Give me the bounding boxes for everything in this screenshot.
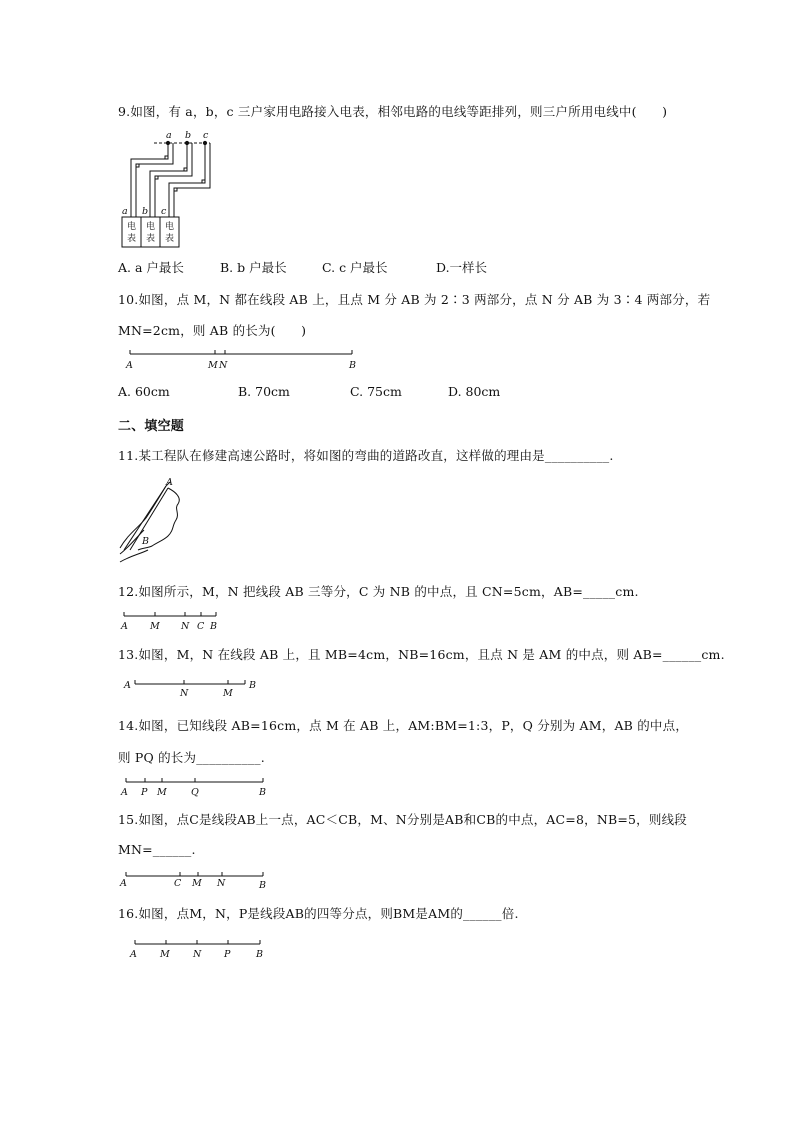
q9-meter-a-text1: 电 bbox=[127, 222, 137, 232]
q14-label-q: Q bbox=[191, 787, 199, 798]
q14-label-b: B bbox=[259, 787, 266, 798]
q9-label-b-top: b bbox=[185, 130, 192, 141]
q9-option-c[interactable]: C. c 户最长 bbox=[322, 260, 388, 275]
q9-option-a[interactable]: A. a 户最长 bbox=[118, 260, 184, 275]
q13-label-m: M bbox=[223, 688, 233, 699]
q9-label-b-meter: b bbox=[142, 206, 149, 217]
section2-title: 二、填空题 bbox=[118, 419, 185, 434]
q9-meter-b-text1: 电 bbox=[146, 222, 156, 232]
q16-label-m: M bbox=[160, 949, 170, 960]
q16-figure bbox=[118, 936, 268, 962]
q12-label-c: C bbox=[197, 621, 205, 632]
q9-label-c-meter: c bbox=[161, 206, 167, 217]
q14-label-p: P bbox=[141, 787, 148, 798]
q10-option-d[interactable]: D. 80cm bbox=[448, 384, 501, 399]
q9-option-d[interactable]: D.一样长 bbox=[436, 260, 488, 275]
q10-option-b[interactable]: B. 70cm bbox=[238, 384, 290, 399]
q9-meter-a-text2: 表 bbox=[127, 234, 137, 244]
q15-label-m: M bbox=[192, 878, 202, 889]
q10-label-m: M bbox=[208, 360, 218, 371]
q13-label-b: B bbox=[249, 680, 256, 691]
q10-label-b: B bbox=[349, 360, 356, 371]
q13-label-n: N bbox=[180, 688, 189, 699]
q16-label-n: N bbox=[193, 949, 202, 960]
q15-label-c: C bbox=[174, 878, 182, 889]
q12-figure bbox=[118, 608, 228, 634]
q9-meter-c-text1: 电 bbox=[165, 222, 175, 232]
q9-label-c-top: c bbox=[203, 130, 209, 141]
q14-stem-line1: 14.如图，已知线段 AB=16cm，点 M 在 AB 上，AM:BM=1:3，P，Q 分别为 AM，AB 的中点， bbox=[118, 718, 689, 733]
q14-figure bbox=[118, 774, 278, 800]
q10-label-a: A bbox=[126, 360, 133, 371]
q12-label-m: M bbox=[150, 621, 160, 632]
q16-label-a: A bbox=[130, 949, 137, 960]
q16-label-p: P bbox=[224, 949, 231, 960]
q15-stem-line2: MN=______. bbox=[118, 842, 196, 857]
q10-stem-line1: 10.如图，点 M，N 都在线段 AB 上，且点 M 分 AB 为 2∶3 两部分，点 N 分 AB 为 3∶4 两部分，若 bbox=[118, 292, 711, 307]
q12-label-n: N bbox=[181, 621, 190, 632]
q10-option-c[interactable]: C. 75cm bbox=[350, 384, 402, 399]
q10-option-a[interactable]: A. 60cm bbox=[118, 384, 170, 399]
q15-label-a: A bbox=[120, 878, 127, 889]
q9-meter-c-text2: 表 bbox=[165, 234, 175, 244]
q15-stem-line1: 15.如图，点C是线段AB上一点，AC＜CB，M、N分别是AB和CB的中点，AC=8，NB=5，则线段 bbox=[118, 812, 687, 827]
q12-label-a: A bbox=[121, 621, 128, 632]
q10-label-n: N bbox=[219, 360, 228, 371]
q9-stem: 9.如图，有 a，b，c 三户家用电路接入电表，相邻电路的电线等距排列，则三户所用电线中( ) bbox=[118, 104, 668, 119]
q9-figure bbox=[116, 130, 216, 250]
q13-label-a: A bbox=[124, 680, 131, 691]
q11-label-b: B bbox=[142, 536, 149, 547]
q14-label-m: M bbox=[157, 787, 167, 798]
q15-label-n: N bbox=[217, 878, 226, 889]
q14-label-a: A bbox=[121, 787, 128, 798]
q9-option-b[interactable]: B. b 户最长 bbox=[220, 260, 287, 275]
q11-label-a: A bbox=[166, 477, 173, 488]
q9-label-a-meter: a bbox=[122, 206, 128, 217]
q11-figure bbox=[118, 476, 188, 568]
q15-label-b: B bbox=[259, 880, 266, 891]
q14-stem-line2: 则 PQ 的长为__________. bbox=[118, 750, 265, 765]
q15-figure bbox=[118, 868, 278, 894]
q9-label-a-top: a bbox=[166, 130, 172, 141]
q10-stem-line2: MN=2cm，则 AB 的长为( ) bbox=[118, 323, 307, 338]
q10-figure bbox=[118, 346, 368, 374]
q13-stem: 13.如图，M，N 在线段 AB 上，且 MB=4cm，NB=16cm，且点 N 是 AM 的中点，则 AB=______cm. bbox=[118, 647, 725, 662]
q12-stem: 12.如图所示，M，N 把线段 AB 三等分，C 为 NB 的中点，且 CN=5cm，AB=_____cm. bbox=[118, 584, 639, 599]
q16-label-b: B bbox=[256, 949, 263, 960]
q12-label-b: B bbox=[210, 621, 217, 632]
q9-meter-b-text2: 表 bbox=[146, 234, 156, 244]
q11-stem: 11.某工程队在修建高速公路时，将如图的弯曲的道路改直，这样做的理由是__________. bbox=[118, 448, 614, 463]
q13-figure bbox=[118, 676, 268, 698]
q16-stem: 16.如图，点M，N，P是线段AB的四等分点，则BM是AM的______倍. bbox=[118, 906, 519, 921]
